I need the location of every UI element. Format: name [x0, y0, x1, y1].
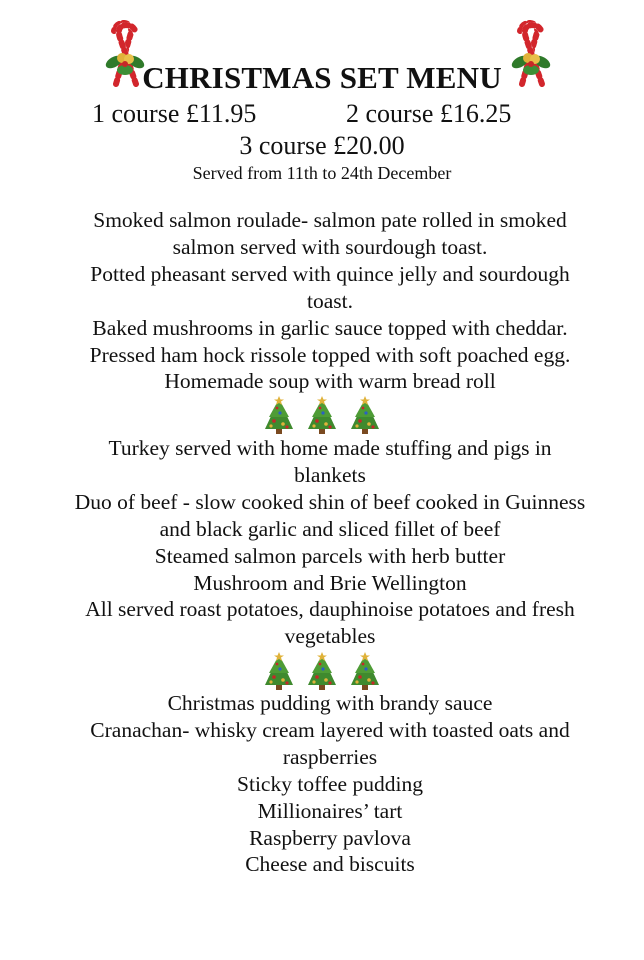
- menu-title: CHRISTMAS SET MENU: [142, 60, 502, 95]
- price-row: [0, 98, 644, 130]
- price-two-course: 2 course £16.25: [346, 99, 512, 128]
- main-item: Steamed salmon parcels with herb butter: [154, 543, 506, 568]
- tree-divider: [0, 395, 644, 435]
- price-three-course: 3 course £20.00: [239, 131, 405, 160]
- christmas-tree-icon: [345, 395, 385, 435]
- main-item: All served roast potatoes, dauphinoise potatoes and fresh vegetables: [85, 597, 575, 649]
- tree-divider: [0, 651, 644, 691]
- starter-item: Smoked salmon roulade- salmon pate rolled in smoked salmon served with sourdough toast.: [93, 208, 567, 259]
- christmas-tree-icon: [259, 651, 299, 691]
- price-one-course: 1 course £11.95: [92, 99, 257, 128]
- starter-item: Baked mushrooms in garlic sauce topped with cheddar.: [92, 315, 568, 340]
- main-item: Turkey served with home made stuffing and pigs in blankets: [108, 436, 552, 487]
- starter-item: Homemade soup with warm bread roll: [164, 369, 496, 394]
- starter-item: Pressed ham hock rissole topped with soft poached egg.: [89, 342, 571, 367]
- desserts-section: [70, 690, 590, 878]
- starter-item: Potted pheasant served with quince jelly and sourdough toast.: [90, 261, 570, 313]
- dessert-item: Millionaires’ tart: [257, 798, 403, 823]
- dessert-item: Raspberry pavlova: [249, 825, 411, 850]
- dessert-item: Christmas pudding with brandy sauce: [167, 691, 493, 715]
- dessert-item: Cheese and biscuits: [245, 852, 415, 877]
- dessert-item: Sticky toffee pudding: [237, 771, 423, 796]
- starters-section: [70, 207, 590, 395]
- christmas-tree-icon: [302, 395, 342, 435]
- mains-section: [70, 435, 590, 650]
- served-dates: Served from 11th to 24th December: [192, 163, 452, 183]
- dessert-item: Cranachan- whisky cream layered with toasted oats and raspberries: [90, 717, 570, 769]
- christmas-tree-icon: [259, 395, 299, 435]
- christmas-tree-icon: [345, 651, 385, 691]
- christmas-tree-icon: [302, 651, 342, 691]
- main-item: Mushroom and Brie Wellington: [193, 570, 467, 595]
- main-item: Duo of beef - slow cooked shin of beef cooked in Guinness and black garlic and sliced fillet of beef: [74, 489, 586, 541]
